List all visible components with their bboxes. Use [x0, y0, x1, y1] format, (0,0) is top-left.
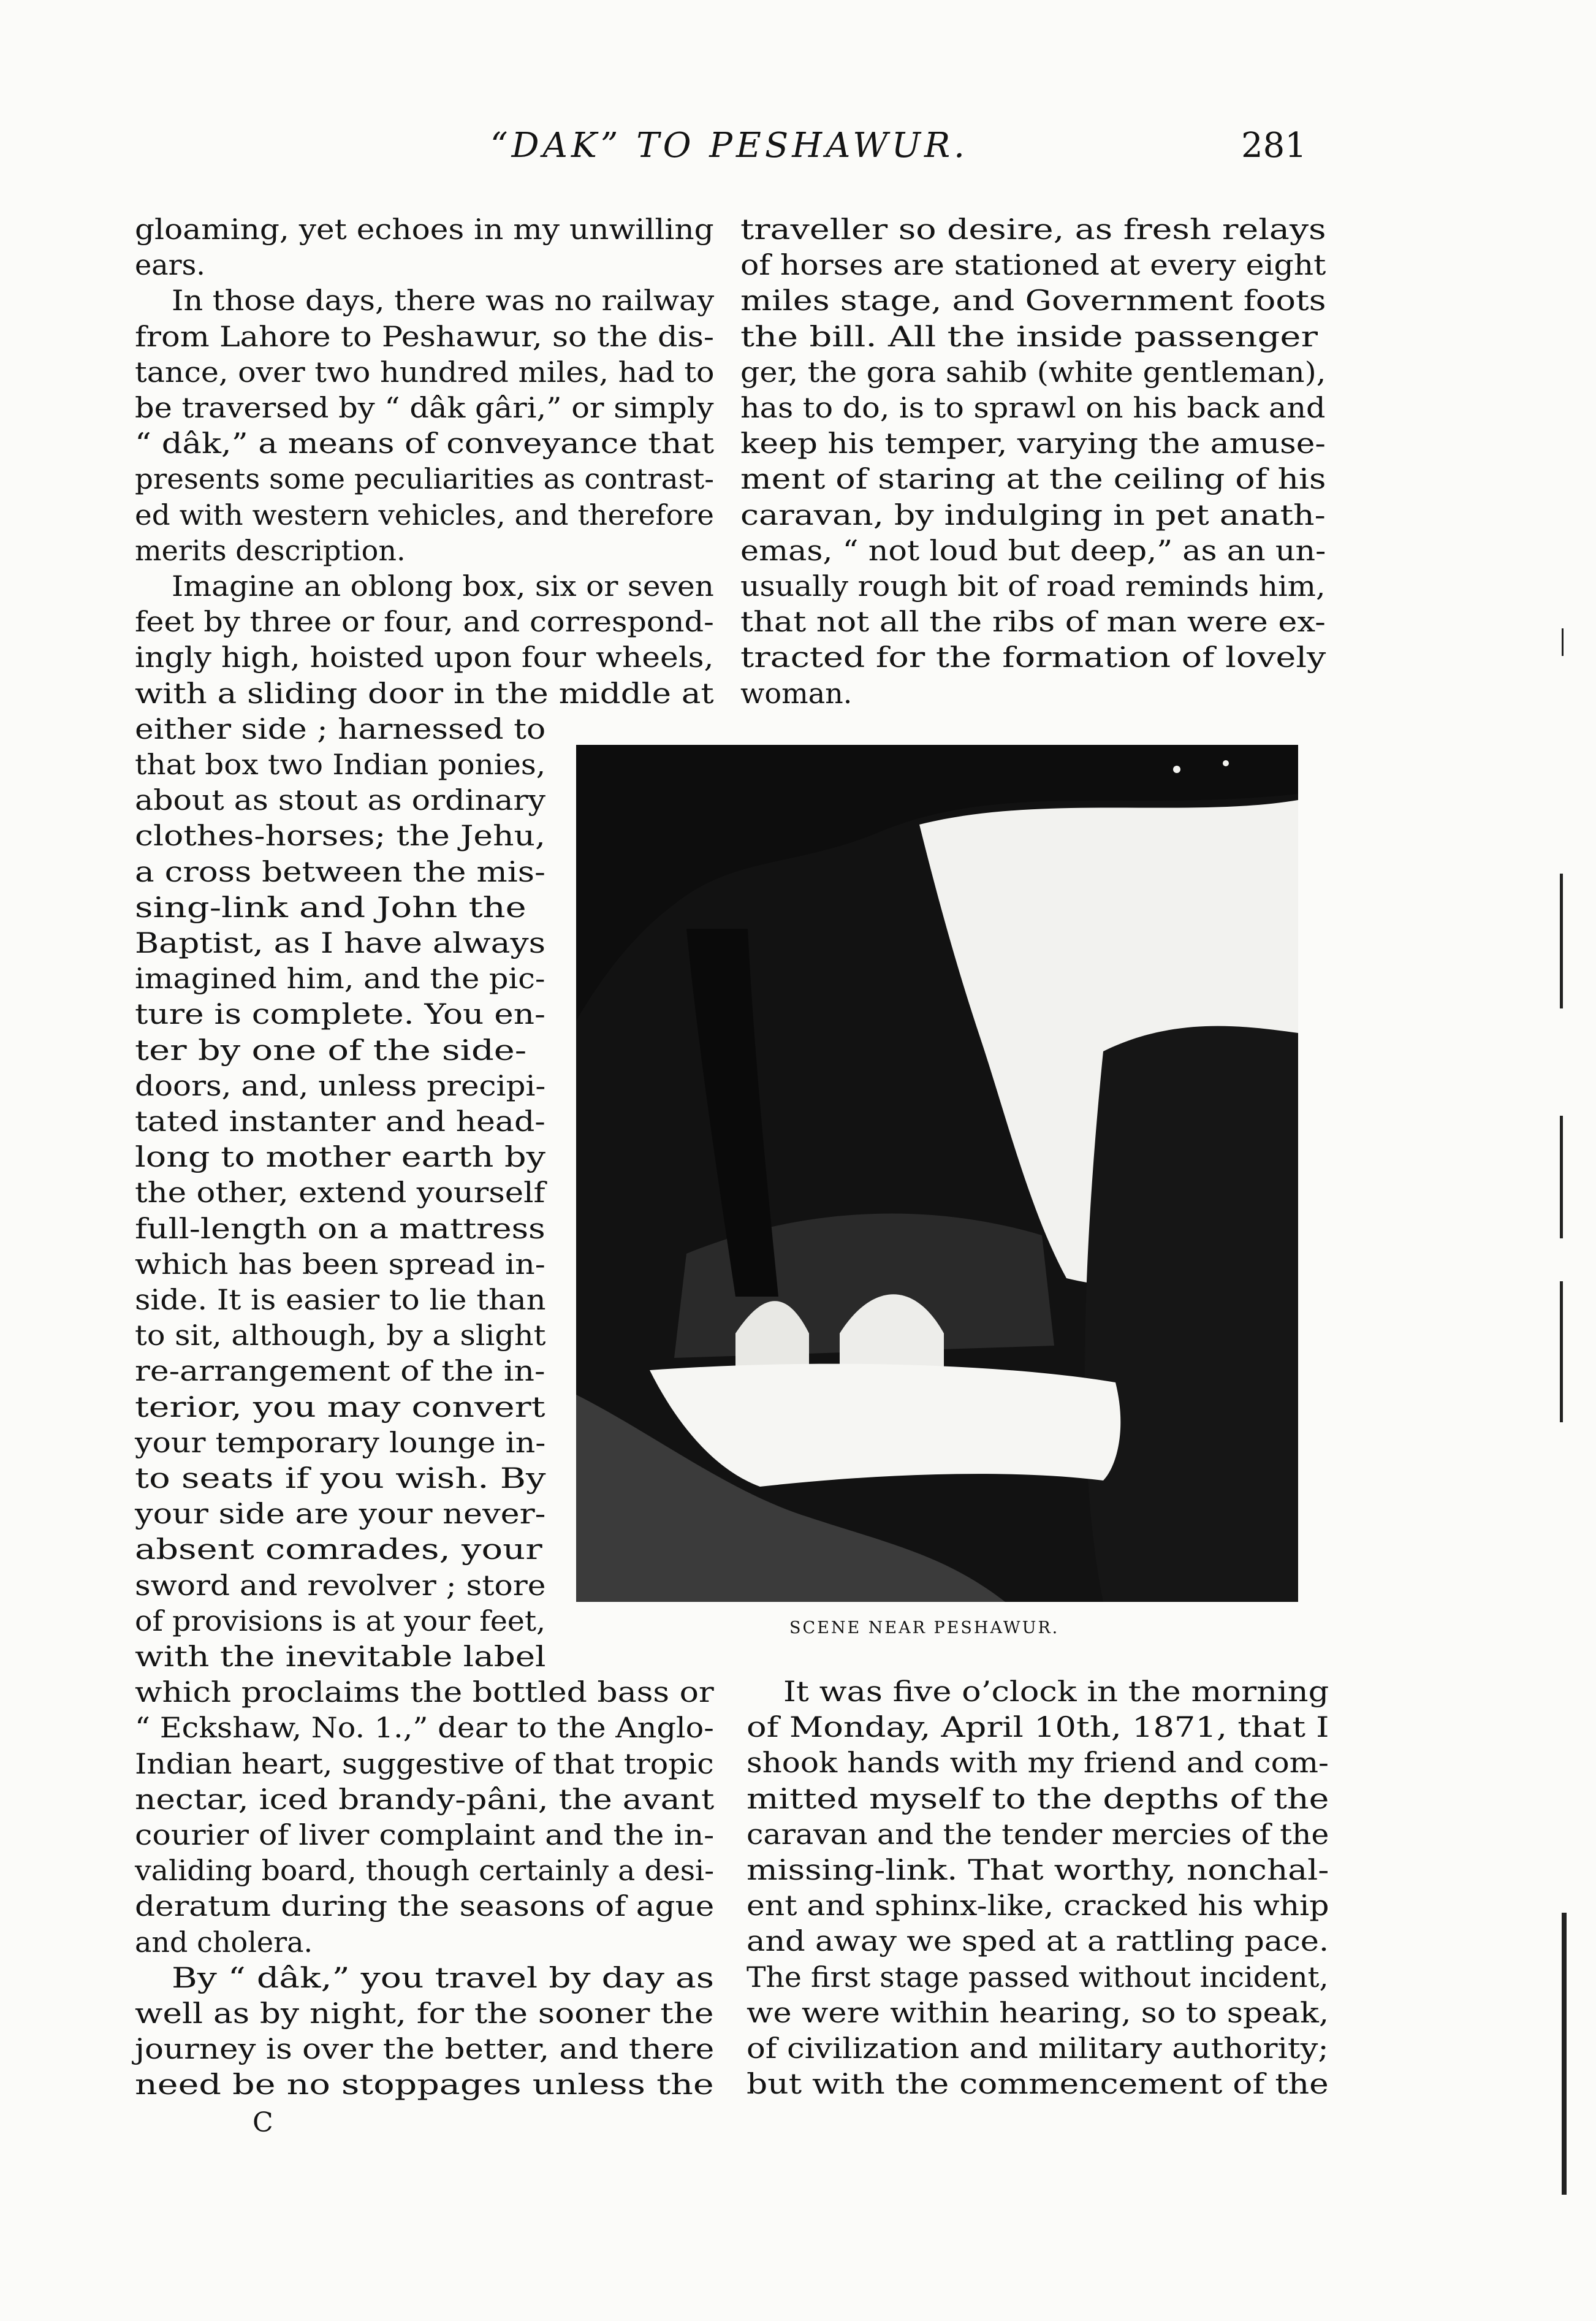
text-line: the other, extend yourself — [135, 1176, 545, 1210]
text-line: ture is complete. You en- — [135, 997, 546, 1031]
text-line: of horses are stationed at every eight — [740, 248, 1326, 282]
text-line: doors, and, unless precipi- — [135, 1069, 546, 1102]
text-line: journey is over the better, and there — [135, 2032, 715, 2066]
text-line: deratum during the seasons of ague — [135, 1889, 715, 1923]
text-line: tance, over two hundred miles, had to — [135, 355, 715, 389]
text-line: need be no stoppages unless the — [135, 2068, 714, 2102]
text-line: ed with western vehicles, and therefore — [135, 498, 714, 532]
text-line: re-arrangement of the in- — [135, 1354, 545, 1388]
text-line: usually rough bit of road reminds him, — [740, 570, 1326, 603]
text-line: “ Eckshaw, No. 1.,” dear to the Anglo- — [135, 1711, 714, 1745]
photograph-illustration — [576, 745, 1298, 1602]
text-line: that not all the ribs of man were ex- — [740, 605, 1326, 639]
text-line: tracted for the formation of lovely — [740, 641, 1326, 674]
text-line: that box two Indian ponies, — [135, 748, 546, 781]
text-line: traveller so desire, as fresh relays — [740, 213, 1326, 246]
text-line: The first stage passed without incident, — [747, 1960, 1329, 1994]
text-line: we were within hearing, so to speak, — [747, 1995, 1329, 2029]
text-line: long to mother earth by — [135, 1140, 545, 1174]
text-line: emas, “ not loud but deep,” as an un- — [740, 533, 1326, 567]
text-line: from Lahore to Peshawur, so the dis- — [135, 319, 715, 353]
running-header — [0, 126, 1596, 175]
text-line: your temporary lounge in- — [135, 1425, 546, 1459]
page-number: 281 — [1241, 126, 1307, 166]
text-line: your side are your never- — [135, 1497, 546, 1531]
text-line: tated instanter and head- — [135, 1105, 545, 1138]
text-line: to seats if you wish. By — [135, 1462, 546, 1495]
text-line: ent and sphinx-like, cracked his whip — [747, 1889, 1329, 1923]
text-line: with the inevitable label — [135, 1640, 546, 1673]
text-line: It was five o’clock in the morning — [783, 1675, 1329, 1708]
figure-caption: SCENE NEAR PESHAWUR. — [789, 1618, 1060, 1637]
scene-photograph — [576, 745, 1298, 1602]
text-line: be traversed by “ dâk gâri,” or simply — [135, 391, 714, 424]
text-line: which has been spread in- — [135, 1247, 545, 1281]
text-line: of civilization and military authority; — [747, 2032, 1329, 2065]
text-line: feet by three or four, and correspond- — [135, 605, 714, 639]
text-line: ter by one of the side- — [135, 1033, 527, 1067]
text-line: Imagine an oblong box, six or seven — [172, 570, 714, 603]
text-line: has to do, is to sprawl on his back and — [740, 391, 1326, 424]
text-line: terior, you may convert — [135, 1390, 545, 1423]
text-line: sword and revolver ; store — [135, 1568, 546, 1602]
text-line: ingly high, hoisted upon four wheels, — [135, 641, 714, 674]
text-line: Indian heart, suggestive of that tropic — [135, 1747, 714, 1780]
text-line: presents some peculiarities as contrast- — [135, 462, 715, 496]
text-line: “ dâk,” a means of conveyance that — [135, 427, 715, 460]
text-line: the bill. All the inside passenger — [740, 319, 1318, 353]
scan-edge-mark — [1562, 628, 1564, 656]
text-line: with a sliding door in the middle at — [135, 676, 714, 710]
text-line: Baptist, as I have always — [135, 926, 546, 959]
text-line: missing-link. That worthy, nonchal- — [747, 1853, 1329, 1886]
text-line: nectar, iced brandy-pâni, the avant — [135, 1782, 715, 1816]
text-line: validing board, though certainly a desi- — [135, 1854, 715, 1888]
text-line: ears. — [135, 248, 205, 282]
text-line: keep his temper, varying the amuse- — [740, 427, 1326, 460]
text-line: caravan and the tender mercies of the — [747, 1817, 1329, 1851]
scan-edge-mark — [1560, 874, 1563, 1008]
running-title: “DAK” TO PESHAWUR. — [490, 126, 968, 166]
text-line: By “ dâk,” you travel by day as — [172, 1961, 714, 1994]
scan-edge-mark — [1560, 1116, 1563, 1238]
text-line: woman. — [740, 676, 853, 710]
scan-edge-mark — [1560, 1281, 1563, 1422]
scan-edge-mark — [1562, 1913, 1567, 2195]
text-line: ger, the gora sahib (white gentleman), — [740, 355, 1326, 389]
text-line: courier of liver complaint and the in- — [135, 1818, 715, 1851]
text-line: clothes-horses; the Jehu, — [135, 819, 546, 853]
text-line: merits description. — [135, 533, 406, 567]
text-line: and cholera. — [135, 1925, 313, 1959]
text-line: mitted myself to the depths of the — [747, 1782, 1329, 1815]
text-line: side. It is easier to lie than — [135, 1283, 546, 1316]
text-line: ment of staring at the ceiling of his — [740, 462, 1326, 496]
text-line: gloaming, yet echoes in my unwilling — [135, 213, 714, 246]
text-line: but with the commencement of the — [747, 2067, 1329, 2101]
signature-mark: C — [253, 2107, 273, 2138]
text-line: In those days, there was no railway — [172, 284, 715, 318]
text-line: full-length on a mattress — [135, 1211, 545, 1245]
text-line: of provisions is at your feet, — [135, 1604, 546, 1637]
text-line: either side ; harnessed to — [135, 712, 546, 745]
text-line: and away we sped at a rattling pace. — [747, 1924, 1329, 1958]
text-line: absent comrades, your — [135, 1533, 542, 1566]
text-line: caravan, by indulging in pet anath- — [740, 498, 1326, 532]
text-line: miles stage, and Government foots — [740, 284, 1326, 318]
text-line: imagined him, and the pic- — [135, 962, 545, 996]
text-line: shook hands with my friend and com- — [747, 1746, 1329, 1780]
text-line: which proclaims the bottled bass or — [135, 1675, 714, 1709]
text-line: well as by night, for the sooner the — [135, 1997, 714, 2030]
text-line: sing-link and John the — [135, 890, 526, 924]
text-line: a cross between the mis- — [135, 855, 546, 888]
text-line: about as stout as ordinary — [135, 783, 546, 817]
text-line: to sit, although, by a slight — [135, 1319, 546, 1352]
text-line: of Monday, April 10th, 1871, that I — [747, 1710, 1329, 1744]
